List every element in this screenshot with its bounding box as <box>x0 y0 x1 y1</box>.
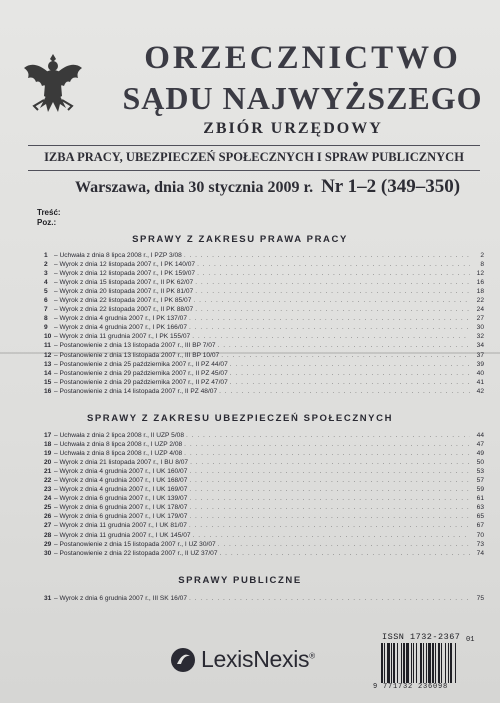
contents-entry <box>44 440 484 449</box>
issn-number: ISSN 1732-2367 <box>382 632 461 642</box>
entry-title: – Uchwała z dnia 8 lipca 2008 r., I UZP 4/08 <box>54 450 183 458</box>
leader-dots <box>193 531 470 540</box>
entry-title: – Wyrok z dnia 20 listopada 2007 r., II PK 81/07 <box>54 288 194 296</box>
leader-dots <box>193 296 470 305</box>
contents-entry <box>44 494 484 503</box>
leader-dots <box>230 360 470 369</box>
contents-entry <box>44 287 484 296</box>
entry-number: 22 <box>44 477 52 485</box>
contents-entry <box>44 503 484 512</box>
entry-title: – Wyrok z dnia 15 listopada 2007 r., II PK 62/07 <box>54 279 194 287</box>
entry-page: 70 <box>476 531 484 539</box>
section-heading-social-insurance: SPRAWY Z ZAKRESU UBEZPIECZEŃ SPOŁECZNYCH <box>86 413 394 424</box>
leader-dots <box>230 369 470 378</box>
entry-page: 63 <box>476 504 484 512</box>
entry-title: – Postanowienie z dnia 13 listopada 2007 r., III BP 10/07 <box>54 351 220 359</box>
contents-list-labour-law <box>44 251 484 396</box>
entry-page: 16 <box>476 279 484 287</box>
entry-title: – Postanowienie z dnia 22 listopada 2007 r., II UZ 37/07 <box>54 549 218 557</box>
entry-title: – Postanowienie z dnia 29 października 2007 r., II PZ 45/07 <box>54 369 228 377</box>
leader-dots <box>189 476 470 485</box>
entry-title: – Wyrok z dnia 11 grudnia 2007 r., I UK 81/07 <box>54 522 187 530</box>
barcode <box>380 643 482 683</box>
entry-title: – Wyrok z dnia 6 grudnia 2007 r., III SK 16/07 <box>54 595 187 602</box>
chamber-name: IZBA PRACY, UBEZPIECZEŃ SPOŁECZNYCH I SPRAW PUBLICZNYCH <box>44 150 464 164</box>
entry-page: 12 <box>476 270 484 278</box>
leader-dots <box>189 512 470 521</box>
entry-page: 44 <box>476 432 484 439</box>
entry-number: 2 <box>44 261 48 269</box>
leader-dots <box>220 549 471 558</box>
entry-number: 31 <box>44 595 52 602</box>
contents-entry <box>44 269 484 278</box>
contents-entry <box>44 251 484 260</box>
section-heading-labour-law: SPRAWY Z ZAKRESU PRAWA PRACY <box>132 234 348 245</box>
entry-number: 11 <box>44 342 51 350</box>
publisher-name: LexisNexis® <box>201 646 315 672</box>
entry-page: 49 <box>476 450 484 458</box>
entry-page: 75 <box>476 595 484 602</box>
entry-title: – Wyrok z dnia 21 listopada 2007 r., I BU 8/07 <box>54 459 189 467</box>
leader-dots <box>218 540 470 549</box>
entry-number: 30 <box>44 549 52 557</box>
entry-number: 13 <box>44 360 52 368</box>
leader-dots <box>184 449 470 458</box>
journal-title-line1: ORZECZNICTWO <box>144 40 461 76</box>
entry-page: 8 <box>480 261 484 269</box>
entry-number: 15 <box>44 378 52 386</box>
barcode-number: 9 771732 236098 <box>373 683 449 691</box>
contents-entry <box>44 458 484 467</box>
entry-number: 24 <box>44 495 52 503</box>
contents-entry <box>44 323 484 332</box>
entry-number: 21 <box>44 468 52 476</box>
contents-entry <box>44 332 484 341</box>
entry-number: 12 <box>44 351 52 359</box>
entry-title: – Wyrok z dnia 11 grudnia 2007 r., I UK 145/07 <box>54 531 191 539</box>
contents-entry <box>44 521 484 530</box>
entry-title: – Postanowienie z dnia 29 października 2007 r., II PZ 47/07 <box>54 378 228 386</box>
entry-number: 17 <box>44 432 52 439</box>
leader-dots <box>190 458 470 467</box>
leader-dots <box>221 351 470 360</box>
entry-page: 24 <box>476 306 484 314</box>
entry-page: 39 <box>476 360 484 368</box>
entry-number: 6 <box>44 297 48 305</box>
publisher-logo <box>170 646 315 673</box>
leader-dots <box>195 305 470 314</box>
entry-title: – Postanowienie z dnia 13 listopada 2007 r., III BP 7/07 <box>54 342 216 350</box>
contents-entry <box>44 531 484 540</box>
entry-title: – Wyrok z dnia 22 listopada 2007 r., II PK 88/07 <box>54 306 194 314</box>
contents-entry <box>44 512 484 521</box>
entry-title: – Wyrok z dnia 4 grudnia 2007 r., I PK 166/07 <box>54 324 187 332</box>
entry-title: – Wyrok z dnia 12 listopada 2007 r., I PK 159/07 <box>54 270 196 278</box>
leader-dots <box>195 287 470 296</box>
entry-number: 7 <box>44 306 48 314</box>
contents-entry <box>44 449 484 458</box>
entry-page: 22 <box>476 297 484 305</box>
leader-dots <box>230 378 470 387</box>
contents-entry <box>44 360 484 369</box>
leader-dots <box>192 332 470 341</box>
entry-number: 10 <box>44 333 52 341</box>
contents-entry <box>44 314 484 323</box>
entry-title: – Postanowienie z dnia 14 listopada 2007 r., II PZ 48/07 <box>54 387 218 395</box>
entry-number: 4 <box>44 279 48 287</box>
entry-number: 27 <box>44 522 52 530</box>
contents-entry <box>44 594 484 603</box>
contents-entry <box>44 485 484 494</box>
entry-title: – Uchwała z dnia 2 lipca 2008 r., II UZP 5/08 <box>54 432 184 439</box>
entry-page: 67 <box>476 522 484 530</box>
leader-dots <box>189 485 470 494</box>
entry-page: 53 <box>476 468 484 476</box>
entry-page: 30 <box>476 324 484 332</box>
entry-number: 20 <box>44 459 52 467</box>
contents-entry <box>44 341 484 350</box>
divider-bottom <box>28 170 480 171</box>
entry-number: 16 <box>44 387 52 395</box>
entry-number: 19 <box>44 450 52 458</box>
leader-dots <box>197 269 470 278</box>
entry-number: 23 <box>44 486 52 494</box>
entry-title: – Wyrok z dnia 11 grudnia 2007 r., I PK 155/07 <box>54 333 191 341</box>
entry-page: 41 <box>476 378 484 386</box>
contents-label: Treść: <box>37 208 61 217</box>
contents-entry <box>44 378 484 387</box>
entry-number: 5 <box>44 288 48 296</box>
leader-dots <box>186 431 470 440</box>
contents-entry <box>44 278 484 287</box>
contents-entry <box>44 540 484 549</box>
entry-number: 14 <box>44 369 52 377</box>
contents-entry <box>44 305 484 314</box>
place-date: Warszawa, dnia 30 stycznia 2009 r. <box>75 179 314 196</box>
entry-number: 26 <box>44 513 52 521</box>
entry-number: 8 <box>44 315 48 323</box>
contents-entry <box>44 431 484 440</box>
entry-page: 18 <box>476 288 484 296</box>
leader-dots <box>184 440 470 449</box>
leader-dots <box>195 278 470 287</box>
entry-number: 3 <box>44 270 48 278</box>
entry-page: 42 <box>476 387 484 395</box>
issue-line <box>75 176 475 198</box>
leader-dots <box>184 251 470 260</box>
entry-page: 65 <box>476 513 484 521</box>
entry-title: – Uchwała z dnia 8 lipca 2008 r., I PZP 3/08 <box>54 252 182 259</box>
entry-page: 73 <box>476 540 484 548</box>
leader-dots <box>189 521 470 530</box>
leader-dots <box>189 323 470 332</box>
polish-eagle-emblem <box>20 50 86 122</box>
contents-entry <box>44 369 484 378</box>
entry-page: 59 <box>476 486 484 494</box>
leader-dots <box>189 494 470 503</box>
leader-dots <box>189 467 470 476</box>
entry-page: 57 <box>476 477 484 485</box>
contents-entry <box>44 467 484 476</box>
entry-title: – Wyrok z dnia 6 grudnia 2007 r., I UK 178/07 <box>54 504 188 512</box>
entry-title: – Wyrok z dnia 6 grudnia 2007 r., I UK 139/07 <box>54 495 188 503</box>
entry-number: 9 <box>44 324 48 332</box>
entry-title: – Wyrok z dnia 22 listopada 2007 r., I PK 85/07 <box>54 297 192 305</box>
entry-page: 74 <box>476 549 484 557</box>
entry-title: – Postanowienie z dnia 15 listopada 2007 r., I UZ 30/07 <box>54 540 216 548</box>
entry-page: 34 <box>476 342 484 350</box>
position-label: Poz.: <box>37 218 57 227</box>
section-heading-public-matters: SPRAWY PUBLICZNE <box>178 575 302 586</box>
entry-page: 61 <box>476 495 484 503</box>
journal-subtitle: ZBIÓR URZĘDOWY <box>203 120 383 137</box>
entry-title: – Wyrok z dnia 12 listopada 2007 r., I PK 140/07 <box>54 261 196 269</box>
entry-title: – Postanowienie z dnia 25 października 2007 r., II PZ 44/07 <box>54 360 228 368</box>
entry-number: 1 <box>44 252 48 259</box>
contents-entry <box>44 296 484 305</box>
entry-title: – Wyrok z dnia 4 grudnia 2007 r., I UK 168/07 <box>54 477 188 485</box>
entry-number: 18 <box>44 441 52 449</box>
entry-page: 27 <box>476 315 484 323</box>
contents-entry <box>44 260 484 269</box>
leader-dots <box>189 314 470 323</box>
contents-entry <box>44 549 484 558</box>
entry-title: – Wyrok z dnia 4 grudnia 2007 r., I PK 137/07 <box>54 315 187 323</box>
leader-dots <box>218 341 470 350</box>
entry-title: – Uchwała z dnia 8 lipca 2008 r., I UZP 2/08 <box>54 441 183 449</box>
divider-top <box>28 145 480 146</box>
entry-number: 28 <box>44 531 52 539</box>
contents-list-social-insurance <box>44 431 484 558</box>
contents-entry <box>44 387 484 396</box>
entry-page: 32 <box>476 333 484 341</box>
entry-page: 2 <box>480 252 484 259</box>
entry-number: 29 <box>44 540 52 548</box>
issue-code: 01 <box>466 636 475 644</box>
entry-title: – Wyrok z dnia 6 grudnia 2007 r., I UK 179/07 <box>54 513 188 521</box>
leader-dots <box>189 594 470 603</box>
entry-title: – Wyrok z dnia 4 grudnia 2007 r., I UK 160/07 <box>54 468 188 476</box>
entry-page: 47 <box>476 441 484 449</box>
entry-title: – Wyrok z dnia 4 grudnia 2007 r., I UK 169/07 <box>54 486 188 494</box>
leader-dots <box>219 387 470 396</box>
contents-labels <box>37 208 61 228</box>
entry-page: 40 <box>476 369 484 377</box>
contents-entry <box>44 476 484 485</box>
journal-title-line2: SĄDU NAJWYŻSZEGO <box>122 80 483 116</box>
leader-dots <box>189 503 470 512</box>
contents-entry <box>44 351 484 360</box>
leader-dots <box>197 260 470 269</box>
issue-number: Nr 1–2 (349–350) <box>321 176 461 197</box>
entry-number: 25 <box>44 504 52 512</box>
contents-list-public-matters <box>44 594 484 603</box>
entry-page: 37 <box>476 351 484 359</box>
lexisnexis-icon <box>170 647 196 673</box>
entry-page: 50 <box>476 459 484 467</box>
